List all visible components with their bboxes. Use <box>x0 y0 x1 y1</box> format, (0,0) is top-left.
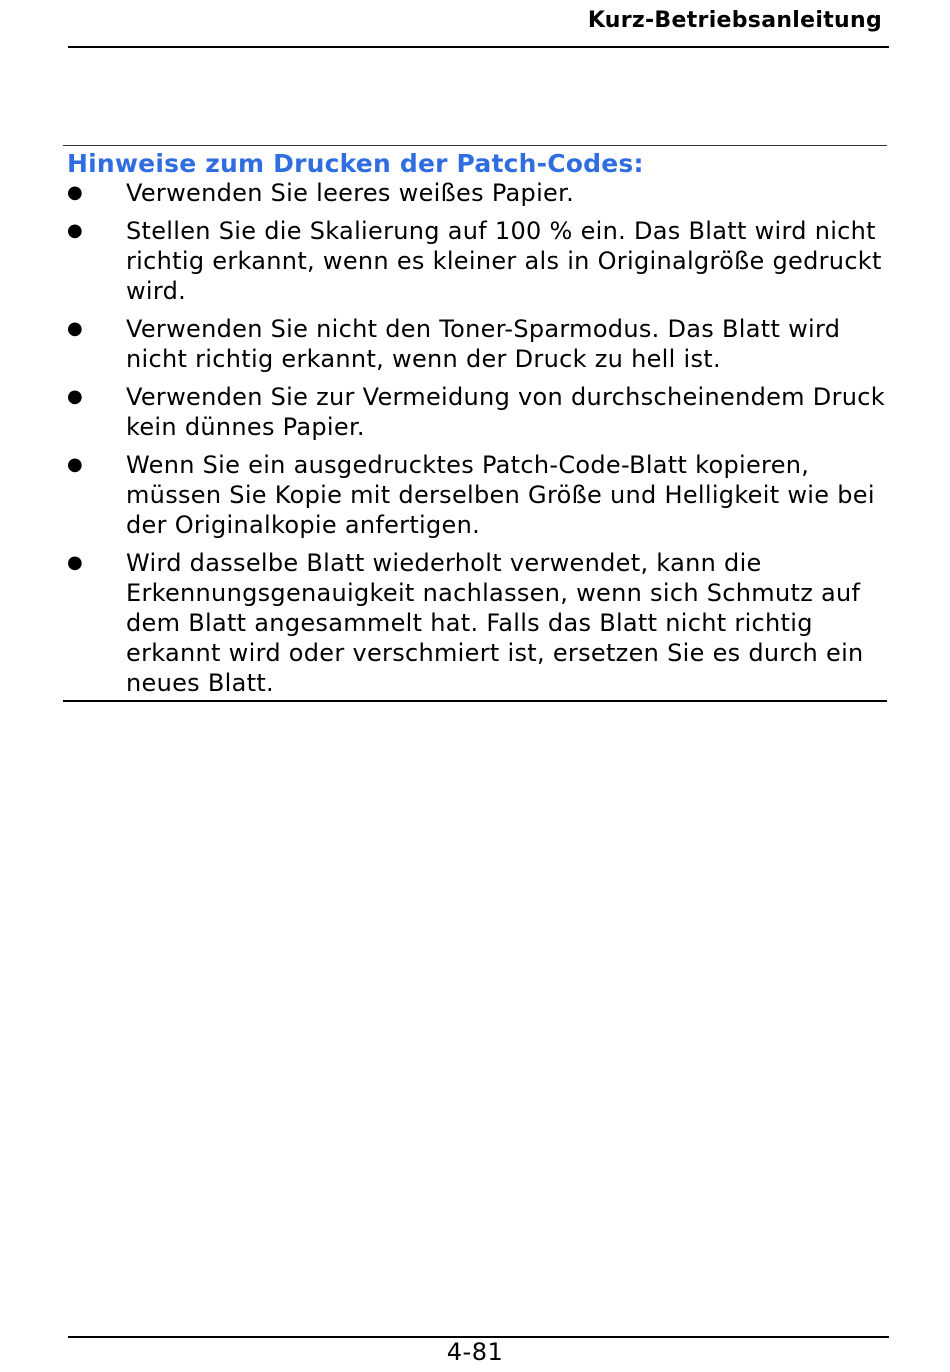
bullet-icon: ● <box>67 220 84 241</box>
list-item <box>67 382 897 442</box>
notes-heading: Hinweise zum Drucken der Patch-Codes: <box>67 149 644 178</box>
bullet-icon: ● <box>67 454 84 475</box>
list-item-text: Stellen Sie die Skalierung auf 100 % ein. Das Blatt wird nicht richtig erkannt, wenn es kleiner als in Originalgröße gedruckt wird. <box>126 217 882 305</box>
running-header-title: Kurz-Betriebsanleitung <box>587 8 882 33</box>
section-top-divider <box>63 145 887 146</box>
list-item <box>67 314 897 374</box>
patch-code-notes-section <box>67 148 897 706</box>
bullet-icon: ● <box>67 318 84 339</box>
list-item <box>67 216 897 306</box>
list-item-text: Verwenden Sie leeres weißes Papier. <box>126 179 575 207</box>
bullet-icon: ● <box>67 552 84 573</box>
bullet-icon: ● <box>67 386 84 407</box>
section-bottom-divider <box>63 700 887 702</box>
list-item <box>67 450 897 540</box>
notes-list <box>67 178 897 698</box>
page-number: 4-81 <box>446 1338 504 1366</box>
list-item-text: Wird dasselbe Blatt wiederholt verwendet, kann die Erkennungsgenauigkeit nachlassen, wenn sich Schmutz auf dem Blatt angesammelt hat. Falls das Blatt nicht richtig erkannt wird oder verschmiert ist, ersetzen Sie es durch ein neues Blatt. <box>126 549 864 697</box>
bullet-icon: ● <box>67 182 84 203</box>
header-divider <box>68 46 889 48</box>
list-item-text: Verwenden Sie zur Vermeidung von durchscheinendem Druck kein dünnes Papier. <box>126 383 885 441</box>
list-item-text: Verwenden Sie nicht den Toner-Sparmodus. Das Blatt wird nicht richtig erkannt, wenn der Druck zu hell ist. <box>126 315 841 373</box>
list-item-text: Wenn Sie ein ausgedrucktes Patch-Code-Blatt kopieren, müssen Sie Kopie mit derselben Größe und Helligkeit wie bei der Originalkopie anfertigen. <box>126 451 875 539</box>
list-item <box>67 178 897 208</box>
list-item <box>67 548 897 698</box>
